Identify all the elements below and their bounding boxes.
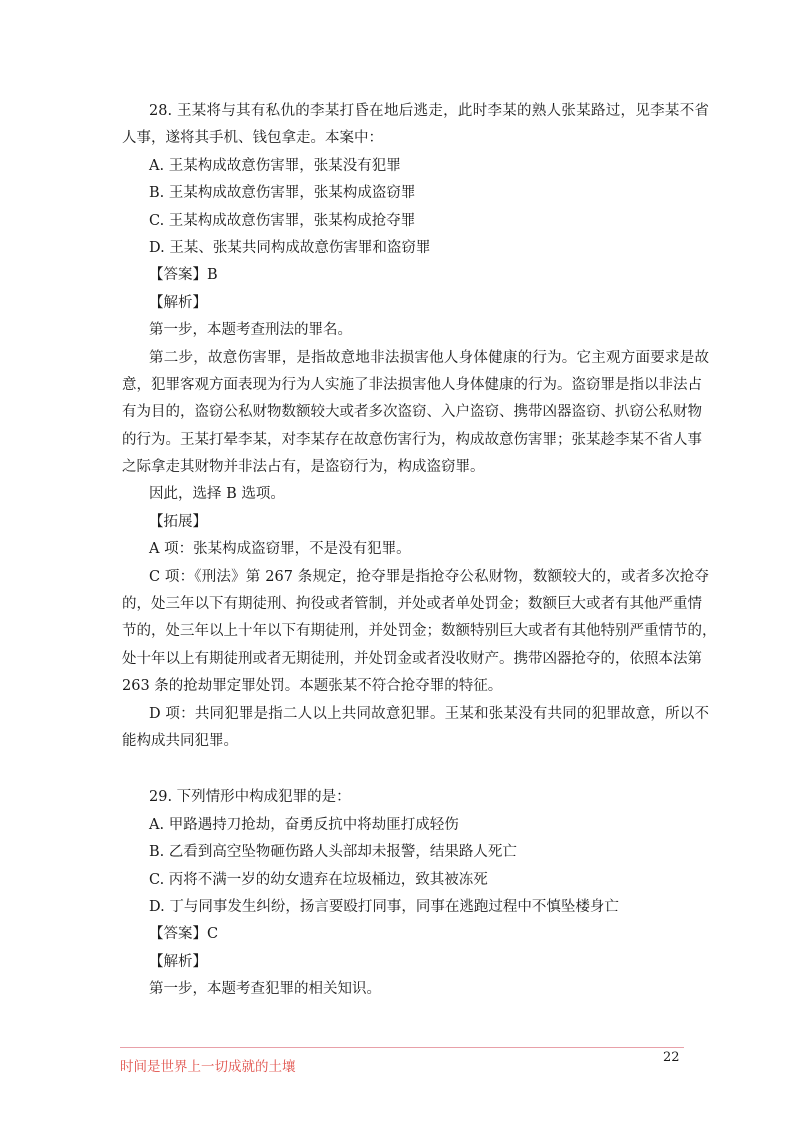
- q29-option-b: B. 乙看到高空坠物砸伤路人头部却未报警，结果路人死亡: [149, 844, 517, 861]
- q28-stem-line-1: 28. 王某将与其有私仇的李某打昏在地后逃走，此时李某的熟人张某路过，见李某不省: [149, 103, 709, 119]
- q29-option-d: D. 丁与同事发生纠纷，扬言要殴打同事，同事在逃跑过程中不慎坠楼身亡: [149, 898, 619, 915]
- q28-option-a: A. 王某构成故意伤害罪，张某没有犯罪: [149, 157, 401, 174]
- q28-extension-a: A 项：张某构成盗窃罪，不是没有犯罪。: [149, 541, 411, 558]
- q28-answer: 【答案】B: [149, 267, 218, 284]
- question-29: [122, 784, 682, 1003]
- footer-divider: [120, 1047, 684, 1048]
- q28-option-b: B. 王某构成故意伤害罪，张某构成盗窃罪: [149, 185, 416, 202]
- q28-step-2-line-4: 的行为。王某打晕李某，对李某存在故意伤害行为，构成故意伤害罪；张某趁李某不省人事: [122, 431, 702, 448]
- footer-slogan: 时间是世界上一切成就的土壤: [120, 1059, 296, 1075]
- q28-step-2-line-3: 有为目的，盗窃公私财物数额较大或者多次盗窃、入户盗窃、携带凶器盗窃、扒窃公私财物: [122, 404, 702, 421]
- q28-extension-c-line-5: 263 条的抢劫罪定罪处罚。本题张某不符合抢夺罪的特征。: [122, 678, 503, 695]
- q28-extension-c-line-4: 处十年以上有期徒刑或者无期徒刑，并处罚金或者没收财产。携带凶器抢夺的，依照本法第: [122, 650, 702, 667]
- q29-analysis-heading: 【解析】: [149, 953, 207, 970]
- q28-extension-d-line-1: D 项：共同犯罪是指二人以上共同故意犯罪。王某和张某没有共同的犯罪故意，所以不: [149, 705, 709, 722]
- q29-option-c: C. 丙将不满一岁的幼女遗弃在垃圾桶边，致其被冻死: [149, 871, 488, 888]
- q28-extension-d-line-2: 能构成共同犯罪。: [122, 732, 238, 749]
- q28-stem-line-2: 人事，遂将其手机、钱包拿走。本案中：: [122, 130, 383, 147]
- q28-step-2-line-1: 第二步，故意伤害罪，是指故意地非法损害他人身体健康的行为。它主观方面要求是故: [149, 349, 709, 366]
- page-content: [122, 98, 717, 1004]
- q28-conclusion: 因此，选择 B 选项。: [149, 486, 285, 503]
- q28-option-c: C. 王某构成故意伤害罪，张某构成抢夺罪: [149, 212, 416, 229]
- q29-stem: 29. 下列情形中构成犯罪的是：: [149, 789, 351, 806]
- q29-option-a: A. 甲路遇持刀抢劫，奋勇反抗中将劫匪打成轻伤: [149, 816, 459, 833]
- question-28: [122, 98, 717, 755]
- q28-step-1: 第一步，本题考查刑法的罪名。: [149, 322, 352, 339]
- q28-analysis-heading: 【解析】: [149, 294, 207, 311]
- q29-answer: 【答案】C: [149, 926, 219, 943]
- page-number: 22: [663, 1050, 680, 1065]
- q28-extension-heading: 【拓展】: [149, 513, 207, 530]
- question-spacer: [122, 755, 682, 784]
- q28-extension-c-line-2: 的，处三年以下有期徒刑、拘役或者管制，并处或者单处罚金；数额巨大或者有其他严重情: [122, 596, 702, 613]
- q28-extension-c-line-3: 节的，处三年以上十年以下有期徒刑，并处罚金；数额特别巨大或者有其他特别严重情节的，: [122, 623, 717, 640]
- q28-step-2-line-5: 之际拿走其财物并非法占有，是盗窃行为，构成盗窃罪。: [122, 459, 485, 476]
- q29-step-1: 第一步，本题考查犯罪的相关知识。: [149, 981, 381, 998]
- q28-extension-c-line-1: C 项：《刑法》第 267 条规定，抢夺罪是指抢夺公私财物，数额较大的，或者多次抢夺: [149, 568, 709, 585]
- q28-step-2-line-2: 意，犯罪客观方面表现为行为人实施了非法损害他人身体健康的行为。盗窃罪是指以非法占: [122, 376, 702, 393]
- q28-option-d: D. 王某、张某共同构成故意伤害罪和盗窃罪: [149, 239, 431, 256]
